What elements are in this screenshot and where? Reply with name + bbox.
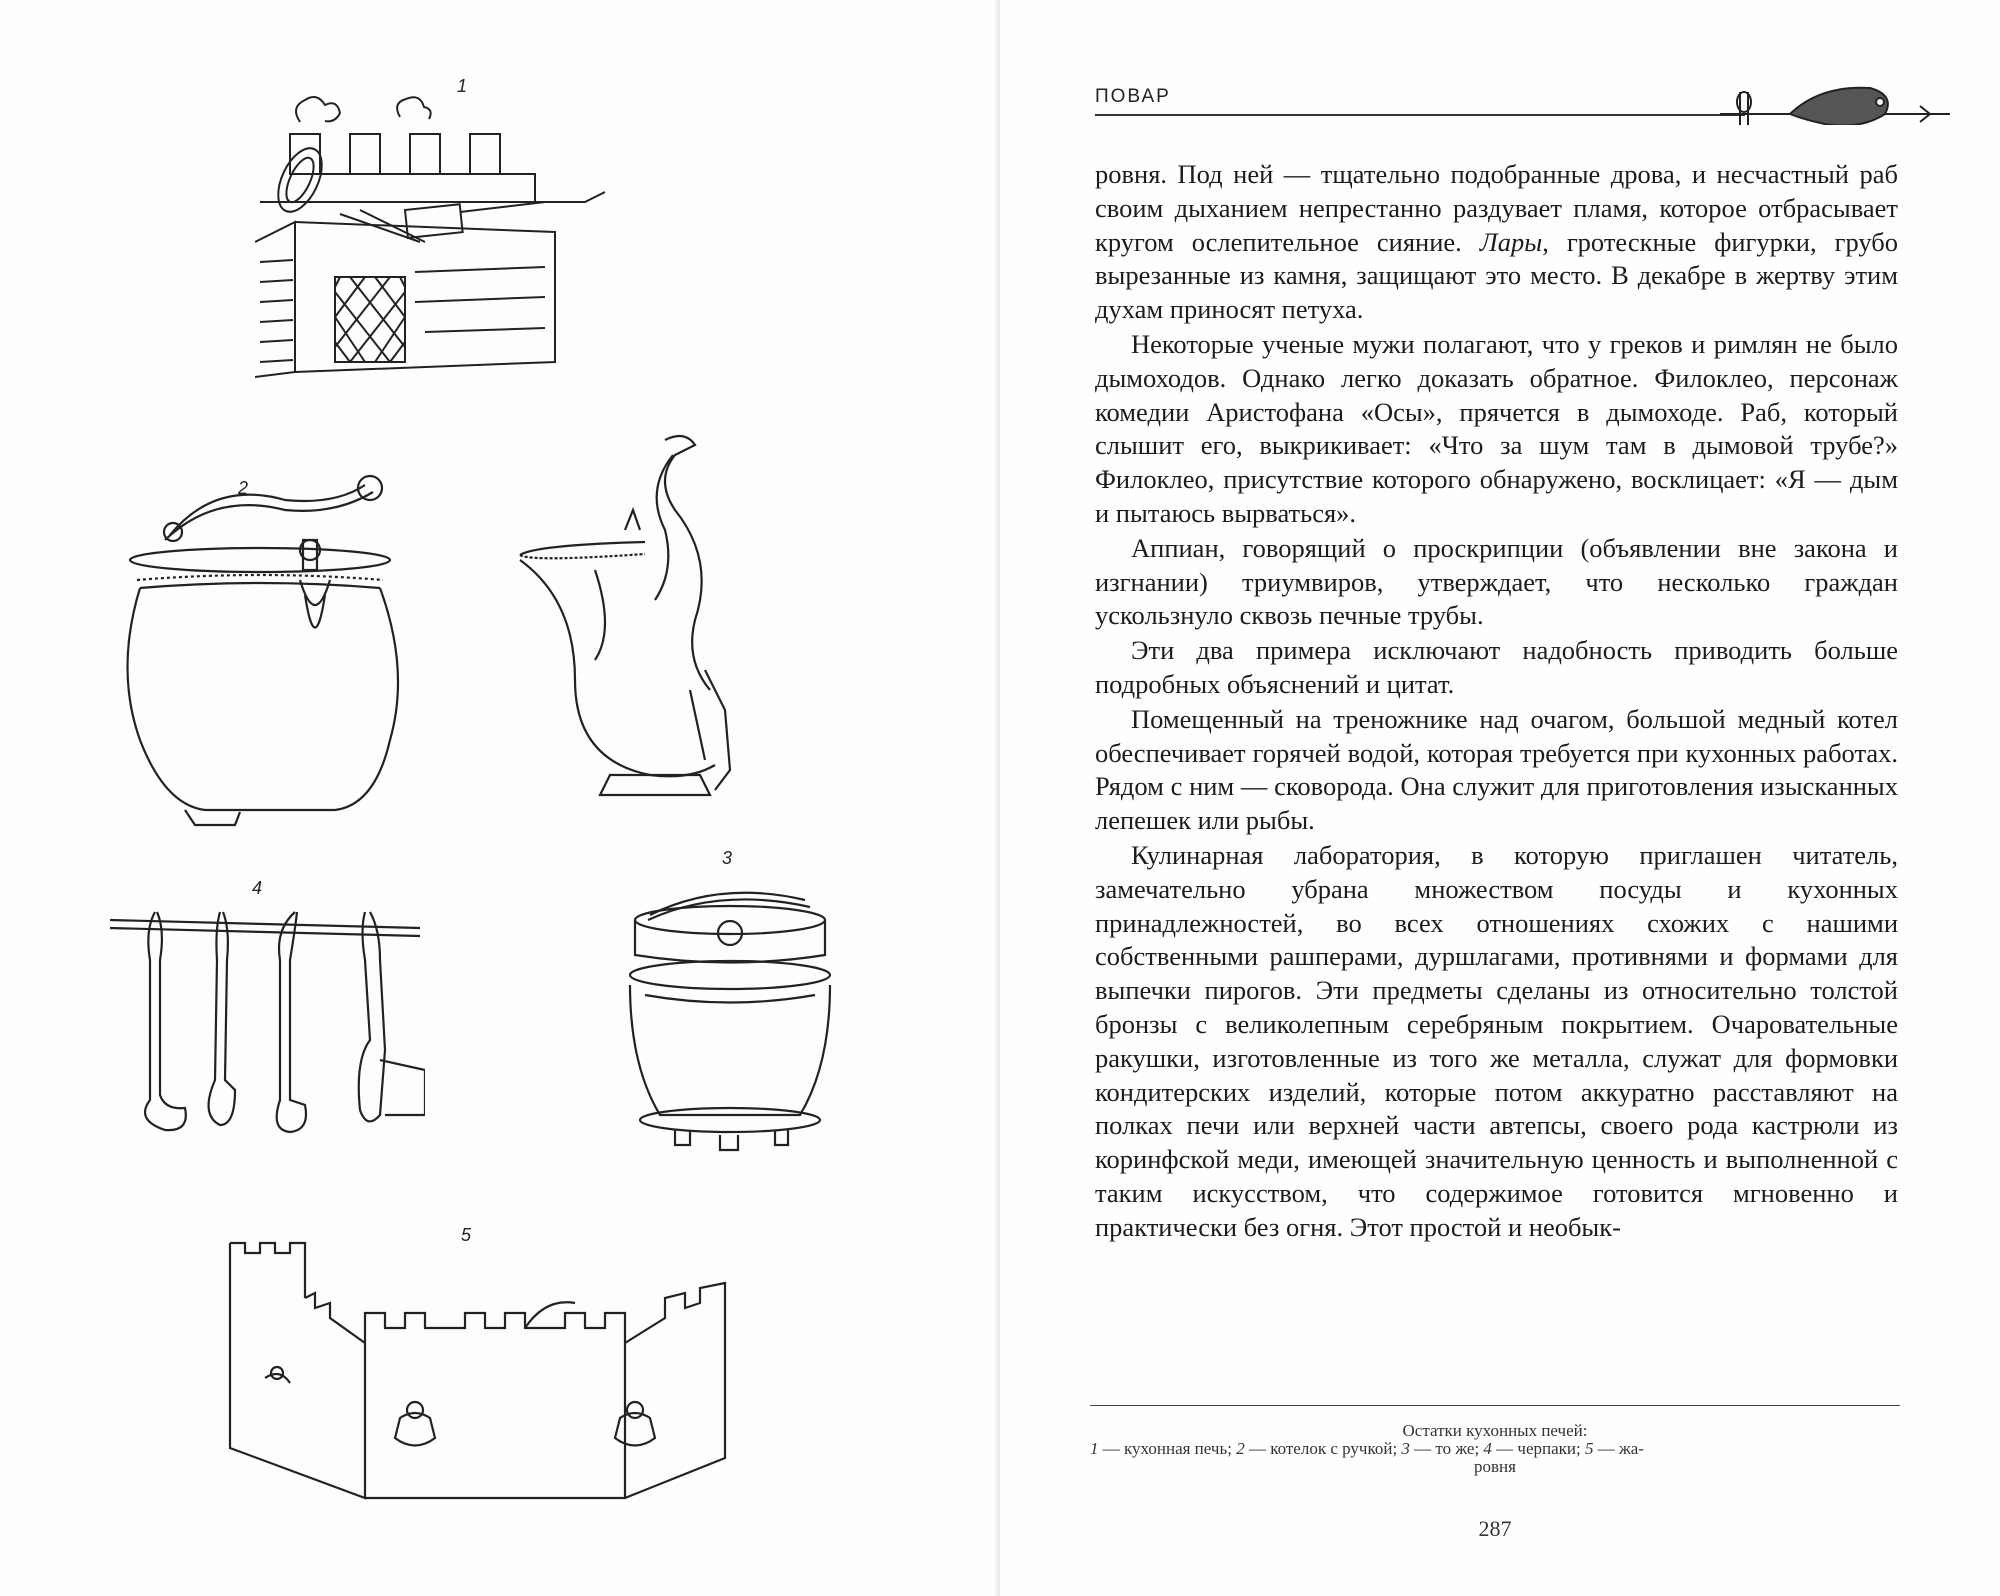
figure-kitchen-stove: [255, 92, 705, 382]
figure-portable-stove: [225, 1238, 735, 1508]
caption-title: Остатки кухонных печей:: [1402, 1421, 1588, 1440]
caption-items: 1 — кухонная печь; 2 — котелок с ручкой; 3 — то же; 4 — черпаки; 5 — жа-: [1090, 1439, 1644, 1458]
paragraph: Эти два примера исключают надобность приводить больше подробных объяснений и цитат.: [1095, 635, 1898, 699]
figure-label-4: 4: [252, 878, 263, 898]
figure-label-3: 3: [722, 848, 733, 868]
running-head-rule: [1095, 114, 1745, 116]
paragraph: Кулинарная лаборатория, в которую приглашен читатель, замечательно убрана множеством посуды и кухонных принадлежностей, во всех отношениях схожих с нашими собственными рашперами, дуршлагами, противнями и формами для выпечки пирогов. Эти предметы сделаны из относительно толстой бронзы с великолепным серебряным покрытием. Очаровательные ракушки, изготовленные из того же металла, служат для формовки кондитерских изделий, которые потом аккуратно расставляют на полках печи или верхней части автепсы, своего рода кастрюли из коринфской меди, имеющей значительную ценность и выполненной с таким искусством, что содержимое готовится мгновенно и практически без огня. Этот простой и необык-: [1095, 839, 1898, 1242]
paragraph: Некоторые ученые мужи полагают, что у греков и римлян не было дымоходов. Однако легко доказать обратное. Филоклео, персонаж комедии Аристофана «Осы», прячется в дымоходе. Раб, который слышит его, выкрикивает: «Что за шум там в дымовой трубе?» Филоклео, присутствие которого обнаружено, восклицает: «Я — дым и пытаюсь вырваться».: [1095, 328, 1898, 528]
figure-label-2: 2: [238, 478, 249, 498]
running-head: [1095, 80, 1945, 120]
body-text: [1095, 158, 1898, 1245]
caption-rule: [1090, 1405, 1900, 1406]
figure-cauldron-with-handle: [125, 470, 410, 830]
caption-tail: ровня: [1474, 1457, 1516, 1476]
figure-vessel-with-handle: [620, 875, 840, 1165]
figure-jug: [515, 430, 815, 830]
figure-label-5: 5: [461, 1225, 472, 1245]
running-head-title: ПОВАР: [1095, 86, 1171, 107]
figure-ladles: [105, 900, 425, 1160]
page-number: 287: [1478, 1516, 1512, 1541]
figure-label-1: 1: [457, 76, 468, 96]
figure-caption: [1090, 1422, 1900, 1476]
roasting-spit-icon: [1720, 80, 1950, 130]
paragraph: ровня. Под ней — тщательно подобранные дрова, и несчастный раб своим дыханием непрестанно раздувает пламя, которое отбрасывает кругом ослепительное сияние. Лары, гротескные фигурки, грубо вырезанные из камня, защищают это место. В декабре в жертву этим духам приносят петуха.: [1095, 159, 1899, 325]
paragraph: Аппиан, говорящий о проскрипции (объявлении вне закона и изгнании) триумвиров, утверждает, что несколько граждан ускользнуло сквозь печные трубы.: [1095, 532, 1898, 631]
paragraph: Помещенный на треножнике над очагом, большой медный котел обеспечивает горячей водой, которая требуется при кухонных работах. Рядом с ним — сковорода. Она служит для приготовления изысканных лепешек или рыбы.: [1095, 703, 1898, 836]
